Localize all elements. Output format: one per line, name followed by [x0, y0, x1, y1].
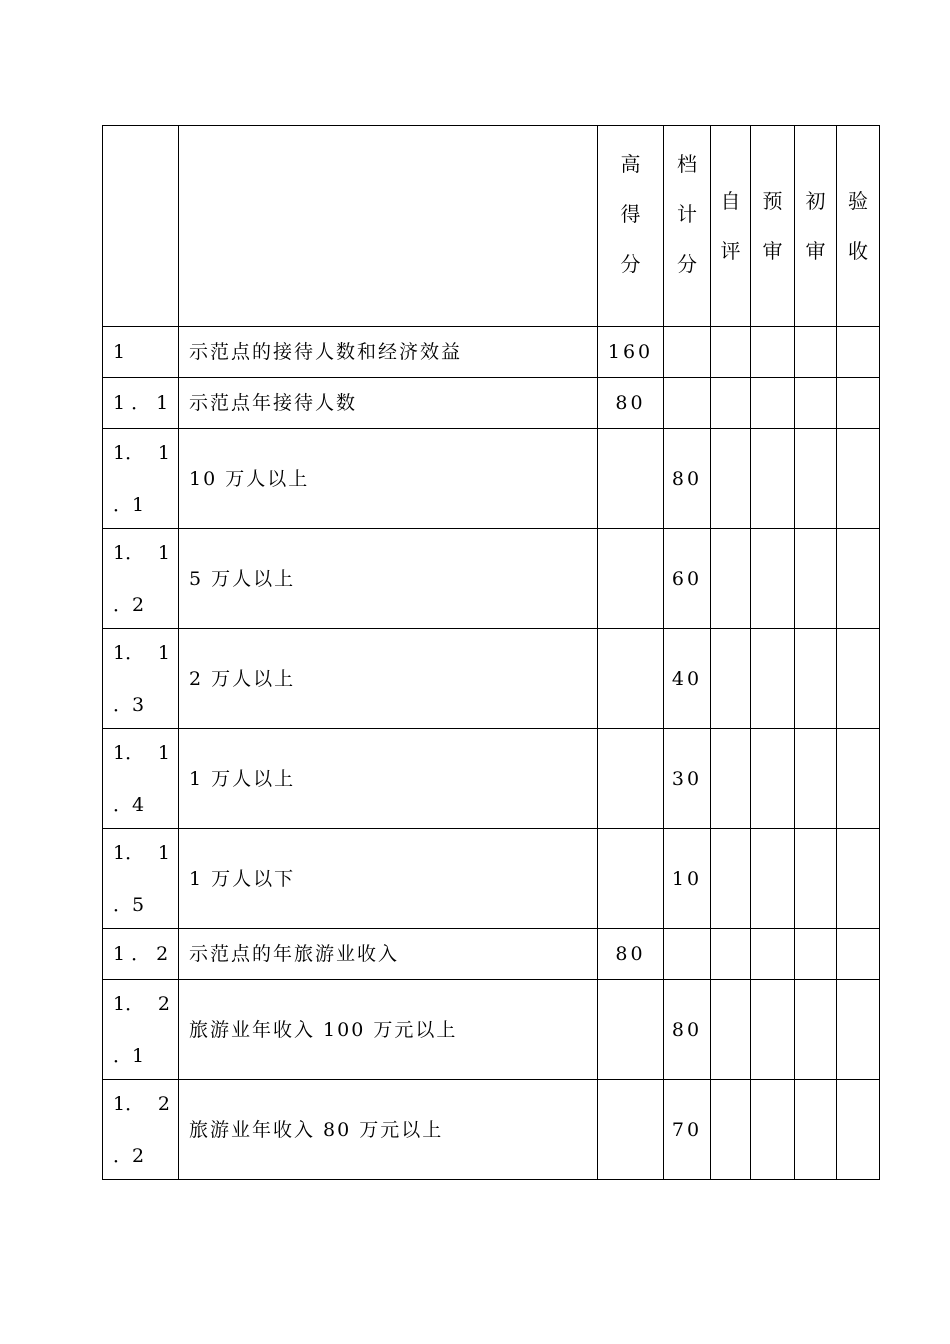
pre-review-cell[interactable] [751, 529, 795, 629]
band-score-cell: 80 [664, 980, 711, 1080]
code-cell: 1． 1 ．5 [103, 829, 179, 929]
item-cell: 旅游业年收入 80 万元以上 [179, 1080, 598, 1180]
band-score-cell [664, 929, 711, 980]
initial-review-cell[interactable] [795, 378, 837, 429]
table-row [103, 980, 880, 1080]
initial-review-cell[interactable] [795, 829, 837, 929]
max-score-cell [598, 529, 664, 629]
code-cell: 1． 1 ．4 [103, 729, 179, 829]
max-score-cell [598, 429, 664, 529]
header-initial-review: 初 审 [795, 126, 837, 327]
band-score-cell: 70 [664, 1080, 711, 1180]
header-pre-review: 预 审 [751, 126, 795, 327]
self-eval-cell[interactable] [711, 1080, 751, 1180]
pre-review-cell[interactable] [751, 378, 795, 429]
item-cell: 2 万人以上 [179, 629, 598, 729]
header-band-score: 档 计 分 [664, 126, 711, 327]
header-self-eval: 自 评 [711, 126, 751, 327]
scoring-table [102, 125, 880, 1180]
acceptance-cell[interactable] [837, 378, 880, 429]
self-eval-cell[interactable] [711, 529, 751, 629]
self-eval-cell[interactable] [711, 327, 751, 378]
initial-review-cell[interactable] [795, 980, 837, 1080]
initial-review-cell[interactable] [795, 629, 837, 729]
initial-review-cell[interactable] [795, 1080, 837, 1180]
acceptance-cell[interactable] [837, 1080, 880, 1180]
pre-review-cell[interactable] [751, 829, 795, 929]
item-cell: 示范点的年旅游业收入 [179, 929, 598, 980]
table-row [103, 929, 880, 980]
initial-review-cell[interactable] [795, 429, 837, 529]
pre-review-cell[interactable] [751, 1080, 795, 1180]
code-cell: 1．2 [103, 929, 179, 980]
table-row [103, 378, 880, 429]
item-cell: 1 万人以下 [179, 829, 598, 929]
pre-review-cell[interactable] [751, 929, 795, 980]
max-score-cell: 80 [598, 929, 664, 980]
acceptance-cell[interactable] [837, 429, 880, 529]
max-score-cell [598, 729, 664, 829]
code-cell: 1 [103, 327, 179, 378]
band-score-cell: 80 [664, 429, 711, 529]
pre-review-cell[interactable] [751, 729, 795, 829]
table-row [103, 529, 880, 629]
pre-review-cell[interactable] [751, 327, 795, 378]
code-cell: 1． 1 ．1 [103, 429, 179, 529]
band-score-cell: 40 [664, 629, 711, 729]
max-score-cell: 160 [598, 327, 664, 378]
table-row [103, 429, 880, 529]
item-cell: 旅游业年收入 100 万元以上 [179, 980, 598, 1080]
max-score-cell [598, 629, 664, 729]
band-score-cell: 10 [664, 829, 711, 929]
initial-review-cell[interactable] [795, 529, 837, 629]
code-cell: 1． 1 ．2 [103, 529, 179, 629]
self-eval-cell[interactable] [711, 980, 751, 1080]
code-cell: 1．1 [103, 378, 179, 429]
band-score-cell [664, 327, 711, 378]
item-cell: 1 万人以上 [179, 729, 598, 829]
acceptance-cell[interactable] [837, 729, 880, 829]
pre-review-cell[interactable] [751, 980, 795, 1080]
acceptance-cell[interactable] [837, 980, 880, 1080]
item-cell: 示范点的接待人数和经济效益 [179, 327, 598, 378]
initial-review-cell[interactable] [795, 327, 837, 378]
max-score-cell [598, 1080, 664, 1180]
header-acceptance: 验 收 [837, 126, 880, 327]
acceptance-cell[interactable] [837, 629, 880, 729]
self-eval-cell[interactable] [711, 829, 751, 929]
self-eval-cell[interactable] [711, 929, 751, 980]
item-cell: 5 万人以上 [179, 529, 598, 629]
acceptance-cell[interactable] [837, 929, 880, 980]
table-row [103, 629, 880, 729]
item-cell: 10 万人以上 [179, 429, 598, 529]
pre-review-cell[interactable] [751, 629, 795, 729]
band-score-cell: 30 [664, 729, 711, 829]
acceptance-cell[interactable] [837, 829, 880, 929]
code-cell: 1． 2 ．1 [103, 980, 179, 1080]
table-header-row [103, 126, 880, 327]
pre-review-cell[interactable] [751, 429, 795, 529]
item-cell: 示范点年接待人数 [179, 378, 598, 429]
table-row [103, 1080, 880, 1180]
initial-review-cell[interactable] [795, 929, 837, 980]
code-cell: 1． 2 ．2 [103, 1080, 179, 1180]
initial-review-cell[interactable] [795, 729, 837, 829]
header-code-cell [103, 126, 179, 327]
code-cell: 1． 1 ．3 [103, 629, 179, 729]
self-eval-cell[interactable] [711, 729, 751, 829]
header-max-score: 高 得 分 [598, 126, 664, 327]
max-score-cell [598, 829, 664, 929]
self-eval-cell[interactable] [711, 378, 751, 429]
band-score-cell [664, 378, 711, 429]
acceptance-cell[interactable] [837, 529, 880, 629]
max-score-cell: 80 [598, 378, 664, 429]
table-row [103, 327, 880, 378]
max-score-cell [598, 980, 664, 1080]
self-eval-cell[interactable] [711, 429, 751, 529]
self-eval-cell[interactable] [711, 629, 751, 729]
acceptance-cell[interactable] [837, 327, 880, 378]
header-item-cell [179, 126, 598, 327]
band-score-cell: 60 [664, 529, 711, 629]
table-row [103, 829, 880, 929]
table-row [103, 729, 880, 829]
